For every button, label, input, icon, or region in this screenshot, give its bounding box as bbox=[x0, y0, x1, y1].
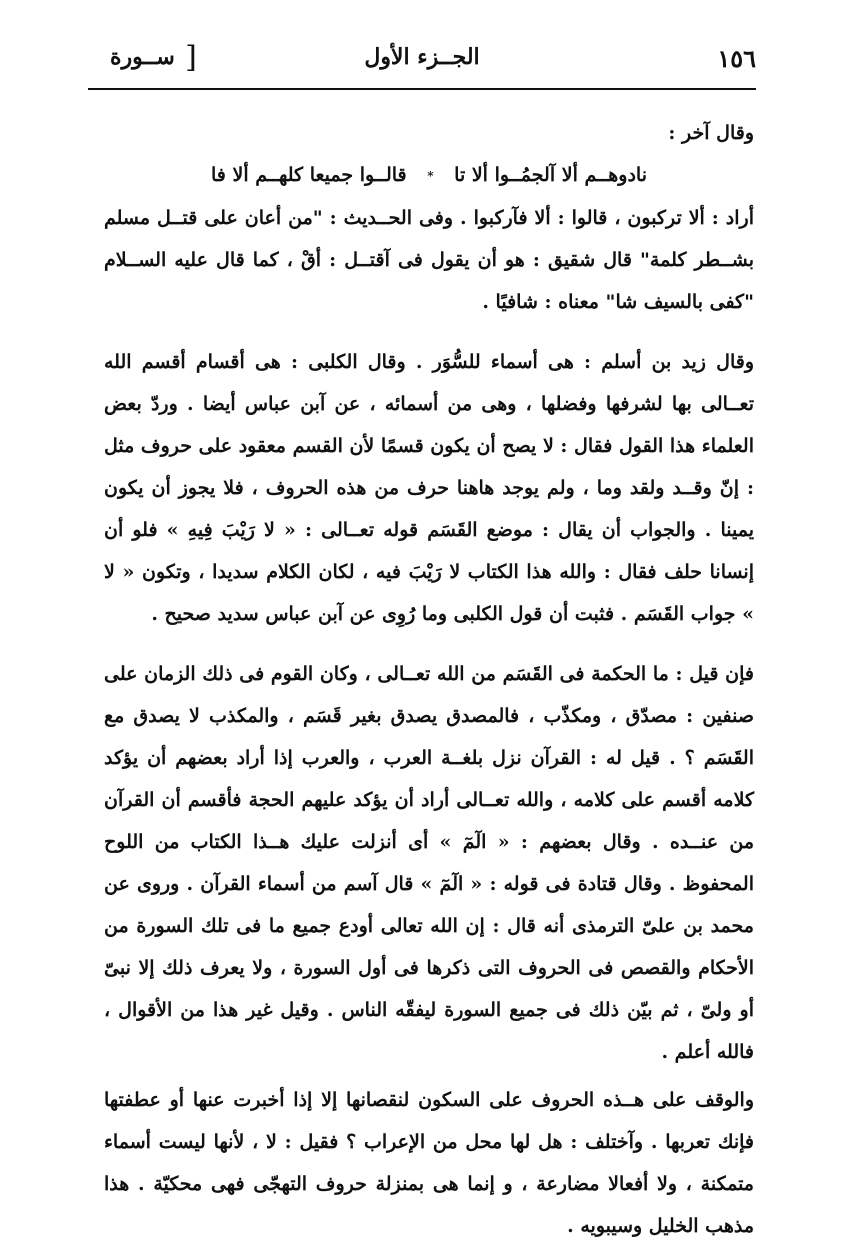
poem-hemistich-2: قالــوا جميعا كلهــم ألا فا bbox=[211, 164, 407, 186]
surah-label bbox=[110, 40, 197, 75]
page-number: ١٥٦ bbox=[717, 44, 756, 73]
surah-label-text: ســورة bbox=[110, 44, 175, 70]
paragraph-hikma: فإن قيل : ما الحكمة فى القَسَم من الله تعــالى ، وكان القوم فى ذلك الزمان على صنفين : مصدّق ، ومكذّب ، فالمصدق يصدق بغير قَسَم ، والمكذب لا يصدق مع القَسَم ؟ . قيل له : القرآن نزل بلغــة العرب ، والعرب إذا أراد بعضهم أن يؤكد كلامه أقسم على كلامه ، والله تعــالى أراد أن يؤكد عليهم الحجة فأقسم أن القرآن من عنــده . وقال بعضهم : « الٓمٓ » أى أنزلت عليك هــذا الكتاب من اللوح المحفوظ . وقال قتادة فى قوله : « الٓمٓ » قال آسم من أسماء القرآن . وروى عن محمد بن علىّ الترمذى أنه قال : إن الله تعالى أودع جميع ما فى تلك السورة من الأحكام والقصص فى الحروف التى ذكرها فى أول السورة ، ولا يعرف ذلك إلا نبىّ أو ولىّ ، ثم بيّن ذلك فى جميع السورة ليفقّه الناس . وقيل غير هذا من الأقوال ، فالله أعلم . bbox=[104, 663, 754, 1063]
paragraph-intro: وقال آخر : bbox=[668, 122, 754, 144]
paragraph-explanation: أراد : ألا تركبون ، قالوا : ألا فآركبوا . وفى الحــديث : "من أعان على قتــل مسلم بشــطر كلمة" قال شقيق : هو أن يقول فى آقتــل : أقْ ، كما قال عليه الســلام "كفى بالسيف شا" معناه : شافيًا . bbox=[104, 207, 754, 313]
page-header bbox=[88, 38, 756, 88]
page-body bbox=[104, 112, 754, 1247]
header-rule bbox=[88, 88, 756, 90]
paragraph-waqf: والوقف على هــذه الحروف على السكون لنقصانها إلا إذا أخبرت عنها أو عطفتها فإنك تعربها . وآختلف : هل لها محل من الإعراب ؟ فقيل : لا ، لأنها ليست أسماء متمكنة ، ولا أفعالا مضارعة ، و إنما هى بمنزلة حروف التهجّى فهى محكيّة . هذا مذهب الخليل وسيبويه . bbox=[104, 1089, 754, 1237]
part-title: الجــزء الأول bbox=[364, 44, 480, 70]
poem-separator: * bbox=[427, 169, 434, 183]
paragraph-zayd: وقال زيد بن أسلم : هى أسماء للسُّوَر . وقال الكلبى : هى أقسام أقسم الله تعــالى بها لشرفها وفضلها ، وهى من أسمائه ، عن آبن عباس أيضا . وردّ بعض العلماء هذا القول فقال : لا يصح أن يكون قسمًا لأن القسم معقود على حروف مثل : إنّ وقــد ولقد وما ، ولم يوجد هاهنا حرف من هذه الحروف ، فلا يجوز أن يكون يمينا . والجواب أن يقال : موضع القَسَم قوله تعــالى : « لا رَيْبَ فِيهِ » فلو أن إنسانا حلف فقال : والله هذا الكتاب لا رَيْبَ فيه ، لكان الكلام سديدا ، وتكون « لا » جواب القَسَم . فثبت أن قول الكلبى وما رُوِى عن آبن عباس سديد صحيح . bbox=[104, 351, 754, 625]
bracket-mark: [ bbox=[185, 40, 197, 75]
poem-verse bbox=[104, 154, 754, 197]
poem-hemistich-1: نادوهــم ألا آلجمُــوا ألا تا bbox=[454, 164, 647, 186]
